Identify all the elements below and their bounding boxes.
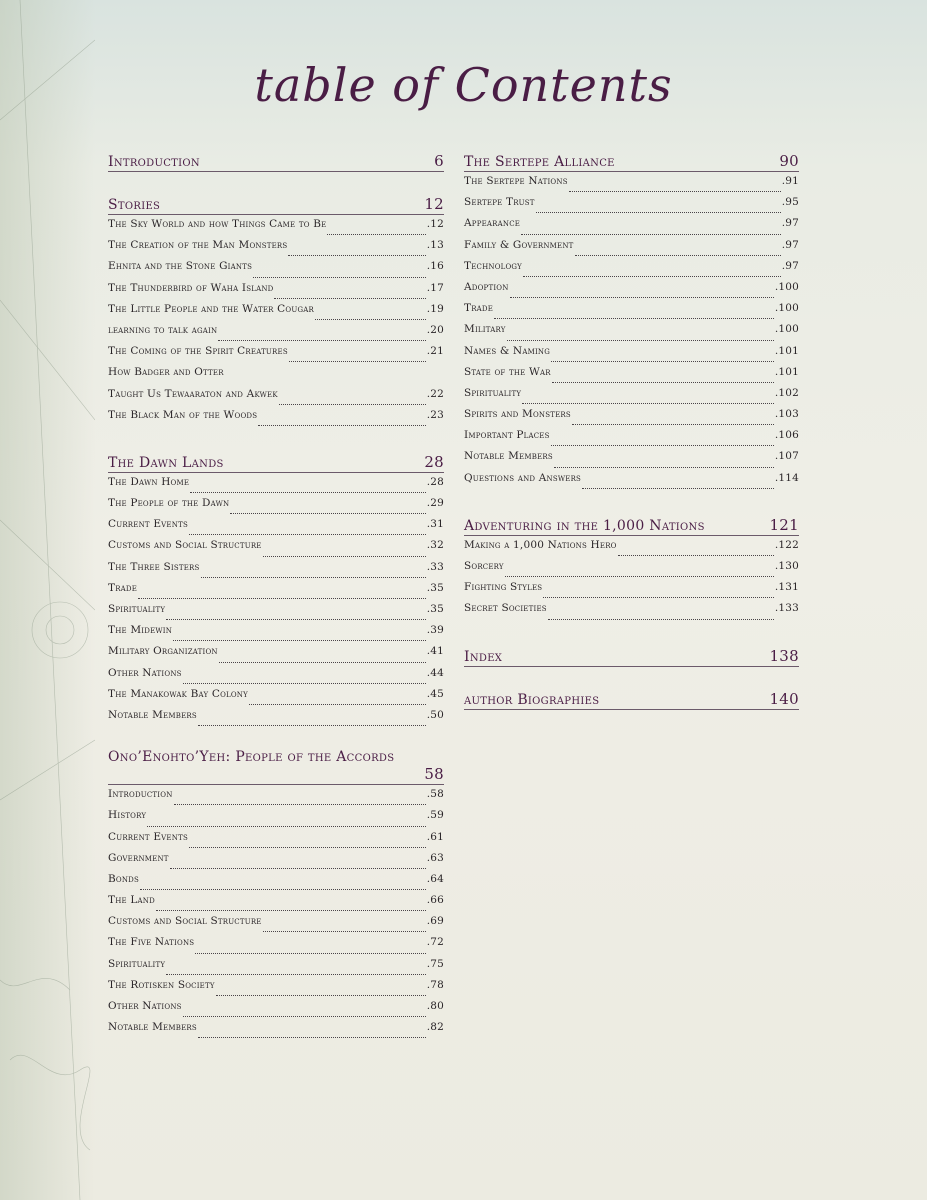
toc-entry[interactable] — [108, 1000, 444, 1021]
entry-page: .31 — [426, 518, 444, 531]
entry-page: .61 — [426, 830, 444, 843]
entry-page: .19 — [426, 302, 444, 315]
toc-entry[interactable] — [108, 218, 444, 239]
toc-entry[interactable] — [464, 196, 799, 217]
entry-label: The Sky World and how Things Came to Be — [108, 218, 327, 230]
entry-page: .78 — [426, 978, 444, 991]
entry-page: .35 — [426, 603, 444, 615]
toc-entry[interactable] — [464, 560, 799, 581]
toc-entry[interactable] — [108, 645, 444, 666]
entry-page: .66 — [426, 894, 444, 907]
section-heading[interactable] — [108, 749, 444, 785]
entry-label: Customs and Social Structure — [108, 539, 262, 552]
entry-label: learning to talk again — [108, 323, 218, 336]
section-index — [464, 643, 799, 667]
entry-label: Making a 1,000 Nations Hero — [464, 538, 617, 551]
section-title: Introduction — [108, 154, 200, 170]
entry-label: Important Places — [464, 429, 550, 442]
toc-entry[interactable] — [108, 561, 444, 582]
entry-page: .44 — [426, 666, 444, 679]
toc-entry[interactable] — [108, 958, 444, 979]
section-title: author Biographies — [464, 691, 600, 708]
section-page: 58 — [424, 765, 444, 784]
toc-entry[interactable] — [108, 809, 444, 830]
entry-label: Other Nations — [108, 666, 182, 679]
toc-entry[interactable] — [108, 260, 444, 281]
entry-page: .13 — [426, 239, 444, 252]
entry-page: .28 — [426, 475, 444, 488]
entry-label: The Three Sisters — [108, 560, 200, 573]
entry-page: .32 — [426, 539, 444, 552]
entry-label: Trade — [108, 581, 138, 594]
entry-label: Notable Members — [108, 1021, 197, 1034]
entry-page: .122 — [774, 538, 799, 551]
section-sertepe-alliance — [464, 148, 799, 493]
toc-entry[interactable] — [108, 831, 444, 852]
section-page: 138 — [769, 646, 799, 665]
section-title: The Sertepe Alliance — [464, 154, 615, 170]
entry-label: The Dawn Home — [108, 475, 190, 488]
entry-page: .50 — [426, 708, 444, 721]
toc-entry[interactable] — [108, 1021, 444, 1042]
entry-page: .107 — [774, 450, 799, 463]
toc-entry[interactable] — [108, 894, 444, 915]
entry-page: .21 — [426, 345, 444, 358]
toc-entry[interactable] — [108, 539, 444, 560]
entry-label: Notable Members — [108, 708, 197, 721]
map-background — [0, 0, 95, 1200]
entry-label: Names & Naming — [464, 344, 551, 357]
toc-entry[interactable] — [108, 667, 444, 688]
entry-page: .39 — [426, 624, 444, 637]
toc-entry[interactable] — [464, 260, 799, 281]
toc-entry[interactable] — [108, 709, 444, 730]
entry-page: .91 — [781, 175, 799, 187]
section-stories — [108, 191, 444, 430]
entry-label: Current Events — [108, 830, 188, 843]
toc-entry[interactable] — [464, 175, 799, 196]
section-page: 121 — [769, 515, 799, 534]
entry-label: The Creation of the Man Monsters — [108, 239, 288, 252]
toc-entry[interactable] — [108, 688, 444, 709]
entry-label: State of the War — [464, 365, 551, 378]
entry-page: .12 — [426, 218, 444, 230]
section-heading[interactable] — [108, 191, 444, 215]
section-title: Adventuring in the 1,000 Nations — [464, 517, 705, 534]
section-title: Index — [464, 648, 503, 665]
toc-entry[interactable] — [108, 324, 444, 345]
toc-entry[interactable] — [108, 239, 444, 260]
entry-label: Government — [108, 851, 169, 864]
entry-label: The Little People and the Water Cougar — [108, 302, 314, 315]
entry-label: Spirits and Monsters — [464, 408, 571, 421]
entry-page: .106 — [774, 429, 799, 442]
entry-page: .29 — [426, 497, 444, 510]
entry-page: .35 — [426, 581, 444, 594]
toc-entry[interactable] — [108, 409, 444, 430]
toc-entry[interactable] — [108, 624, 444, 645]
section-title: The Dawn Lands — [108, 454, 224, 471]
entry-label: Taught Us Tewaaraton and Akwek — [108, 387, 278, 400]
right-column — [464, 148, 799, 710]
entry-page: .133 — [774, 602, 799, 615]
entry-page: .72 — [426, 936, 444, 949]
entry-label: Bonds — [108, 872, 139, 885]
toc-entry[interactable] — [464, 366, 799, 387]
entry-page: .100 — [774, 302, 799, 315]
toc-entry[interactable] — [464, 581, 799, 602]
toc-entry[interactable] — [108, 345, 444, 366]
section-page: 6 — [434, 152, 444, 170]
entry-label: Questions and Answers — [464, 471, 582, 484]
entry-label: Ehnita and the Stone Giants — [108, 260, 253, 273]
entry-page: .64 — [426, 872, 444, 885]
entry-label: The Thunderbird of Waha Island — [108, 281, 274, 294]
section-dawn-lands — [108, 449, 444, 730]
entry-label: The People of the Dawn — [108, 497, 230, 510]
entry-label: The Black Man of the Woods — [108, 408, 258, 421]
entry-page: .82 — [426, 1021, 444, 1034]
toc-entry[interactable] — [108, 915, 444, 936]
entry-label: Family & Government — [464, 238, 574, 251]
entry-page: .114 — [774, 471, 799, 484]
section-introduction — [108, 148, 444, 172]
section-heading[interactable] — [108, 148, 444, 172]
section-page: 28 — [424, 452, 444, 471]
toc-entry[interactable] — [464, 450, 799, 471]
entry-label: The Sertepe Nations — [464, 175, 568, 187]
page-title: table of Contents — [254, 58, 673, 112]
toc-entry[interactable] — [108, 282, 444, 303]
entry-page: .100 — [774, 323, 799, 336]
entry-label: Military Organization — [108, 645, 218, 658]
entry-page: .101 — [774, 365, 799, 378]
entry-label: The Five Nations — [108, 936, 195, 949]
entry-page: .33 — [426, 560, 444, 573]
entry-page: .101 — [774, 344, 799, 357]
section-page: 12 — [424, 195, 444, 213]
entry-page: .80 — [426, 1000, 444, 1012]
section-heading[interactable] — [464, 148, 799, 172]
entry-page: .17 — [426, 281, 444, 294]
section-heading[interactable] — [108, 449, 444, 473]
entry-page: .41 — [426, 645, 444, 658]
entry-page: .23 — [426, 408, 444, 421]
toc-entry[interactable] — [464, 345, 799, 366]
entry-label: The Coming of the Spirit Creatures — [108, 345, 288, 358]
toc-entry[interactable] — [108, 388, 444, 409]
toc-entry[interactable] — [108, 936, 444, 957]
toc-entry[interactable] — [108, 873, 444, 894]
entry-page: .97 — [781, 238, 799, 251]
toc-entry[interactable] — [108, 603, 444, 624]
entry-label: Sorcery — [464, 560, 504, 572]
entry-page: .22 — [426, 387, 444, 400]
entry-page: .45 — [426, 687, 444, 700]
entry-page: .16 — [426, 260, 444, 273]
entry-label: Technology — [464, 259, 522, 272]
entry-page: .130 — [774, 560, 799, 572]
entry-page: .95 — [781, 196, 799, 209]
toc-entry[interactable] — [464, 323, 799, 344]
toc-entry[interactable] — [108, 476, 444, 497]
toc-entry[interactable] — [108, 582, 444, 603]
toc-entry[interactable] — [464, 472, 799, 493]
entry-label: The Midewin — [108, 624, 173, 637]
toc-entry[interactable] — [108, 497, 444, 518]
entry-label: The Land — [108, 894, 155, 907]
toc-entry[interactable] — [108, 788, 444, 809]
entry-page: .102 — [774, 386, 799, 399]
entry-page: .69 — [426, 915, 444, 928]
entry-page: .131 — [774, 581, 799, 594]
entry-page: .100 — [774, 280, 799, 293]
entry-page: .58 — [426, 788, 444, 801]
entry-label: Customs and Social Structure — [108, 915, 262, 928]
toc-entry[interactable] — [464, 602, 799, 623]
entry-label: Fighting Styles — [464, 581, 543, 594]
entry-label: Appearance — [464, 217, 521, 230]
section-heading[interactable] — [464, 512, 799, 536]
entry-label: Trade — [464, 302, 494, 315]
entry-label: Military — [464, 323, 506, 336]
toc-entry[interactable] — [108, 366, 444, 387]
entry-label: The Rotisken Society — [108, 978, 215, 991]
entry-label: Notable Members — [464, 450, 553, 463]
toc-entry[interactable] — [464, 429, 799, 450]
entry-label: Adoption — [464, 280, 509, 293]
entry-page: .59 — [426, 809, 444, 822]
entry-label: Secret Societies — [464, 602, 547, 615]
toc-entry[interactable] — [464, 302, 799, 323]
section-author-biographies — [464, 686, 799, 710]
toc-entry[interactable] — [464, 217, 799, 238]
entry-label: History — [108, 809, 147, 822]
entry-label: Other Nations — [108, 1000, 182, 1012]
entry-page: .20 — [426, 323, 444, 336]
entry-label: Introduction — [108, 788, 173, 801]
toc-entry[interactable] — [108, 303, 444, 324]
section-adventuring — [464, 512, 799, 624]
entry-page: .75 — [426, 957, 444, 970]
entry-label: Sertepe Trust — [464, 196, 535, 209]
entry-page: .103 — [774, 408, 799, 421]
toc-entry[interactable] — [464, 281, 799, 302]
section-title: Ono’Enohto’Yeh: People of the Accords — [108, 749, 395, 766]
entry-label: Current Events — [108, 518, 188, 531]
section-page: 140 — [769, 689, 799, 708]
toc-entry[interactable] — [464, 408, 799, 429]
toc-entry[interactable] — [464, 539, 799, 560]
entry-label: Spirituality — [108, 603, 166, 615]
section-onoenohtoyeh — [108, 749, 444, 1042]
entry-label: Spirituality — [464, 386, 522, 399]
entry-label: How Badger and Otter — [108, 366, 224, 379]
toc-entry[interactable] — [108, 518, 444, 539]
entry-page: .63 — [426, 851, 444, 864]
section-page: 90 — [779, 152, 799, 170]
entry-label: The Manakowak Bay Colony — [108, 687, 248, 700]
section-heading[interactable] — [464, 686, 799, 710]
toc-entry[interactable] — [108, 852, 444, 873]
entry-label: Spirituality — [108, 957, 166, 970]
left-column — [108, 148, 444, 1042]
entry-page: .97 — [781, 217, 799, 230]
section-heading[interactable] — [464, 643, 799, 667]
toc-entry[interactable] — [108, 979, 444, 1000]
toc-entry[interactable] — [464, 239, 799, 260]
section-title: Stories — [108, 197, 161, 213]
entry-page: .97 — [781, 259, 799, 272]
toc-entry[interactable] — [464, 387, 799, 408]
